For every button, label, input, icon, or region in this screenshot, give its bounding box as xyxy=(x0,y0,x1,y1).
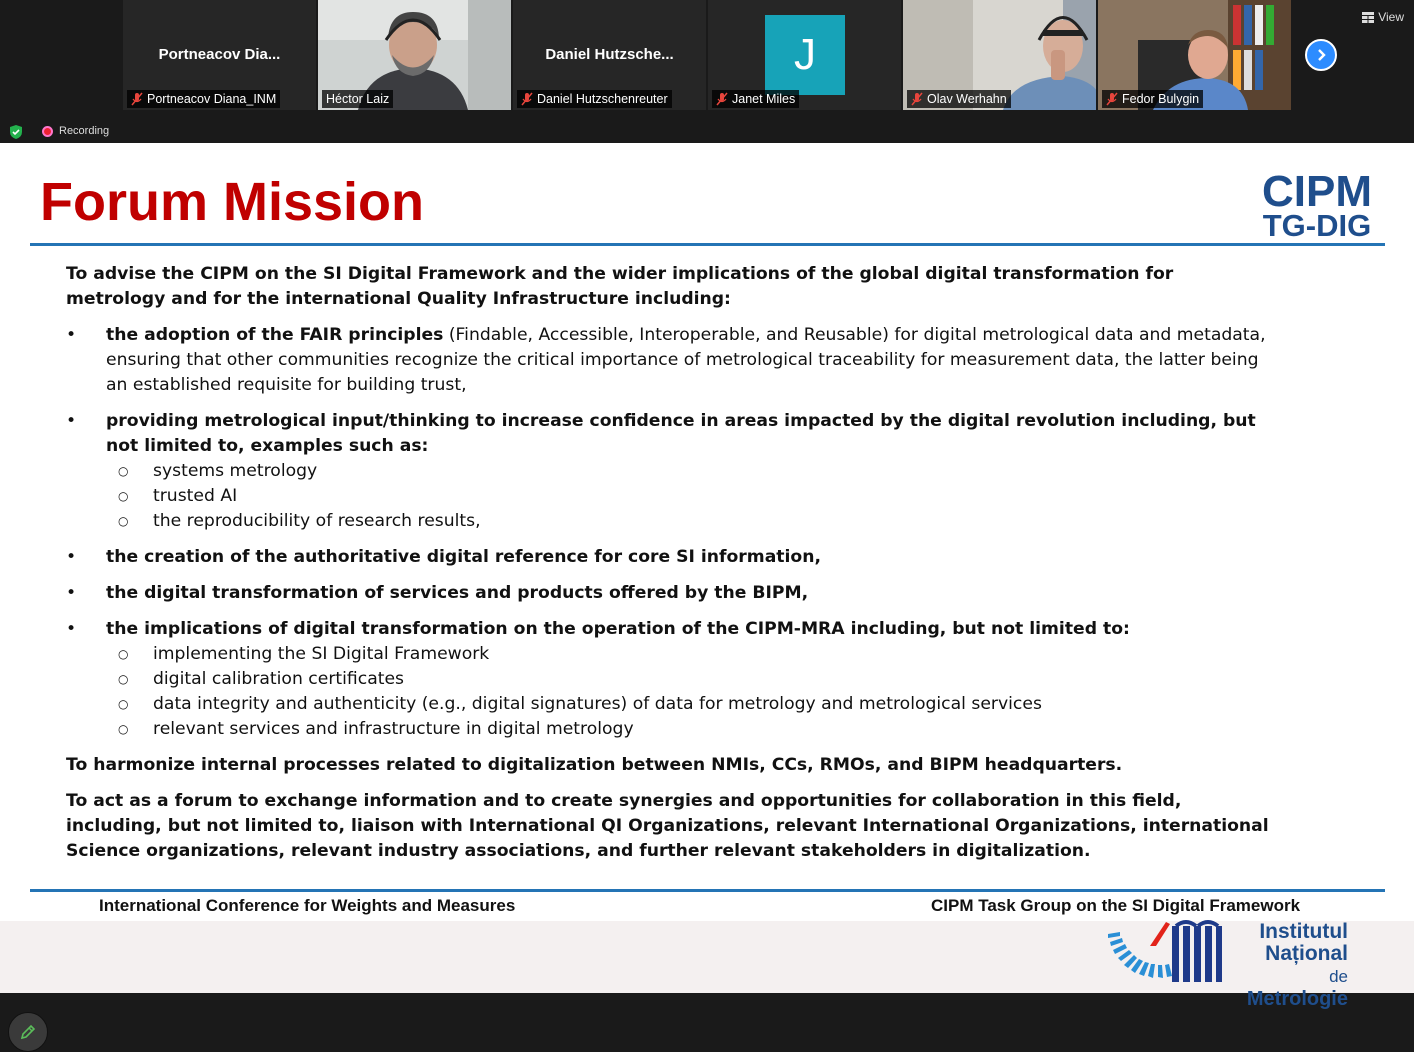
sub-list xyxy=(106,642,1276,742)
cipm-logo-line1: CIPM xyxy=(1262,167,1372,216)
participant-label xyxy=(127,90,280,108)
participant-strip xyxy=(0,0,1414,143)
sub-list-item: ○ relevant services and infrastructure in digital metrology xyxy=(106,717,1276,742)
list-item xyxy=(66,545,1276,570)
participant-label xyxy=(712,90,799,108)
participant-tile[interactable] xyxy=(513,0,706,110)
mic-muted-icon xyxy=(911,92,923,106)
inm-line3-text: Metrologie xyxy=(1246,988,1348,1010)
participant-tile-name: Daniel Hutzsche... xyxy=(545,46,674,63)
list-item xyxy=(66,409,1276,534)
grid-view-icon xyxy=(1362,12,1374,23)
sub-list xyxy=(106,459,1276,534)
participant-tile-name: Portneacov Dia... xyxy=(158,46,281,63)
bullet-bold-text: the adoption of the FAIR principles xyxy=(106,325,444,345)
participant-tile-active[interactable] xyxy=(318,0,511,110)
divider xyxy=(30,243,1385,246)
participant-label xyxy=(907,90,1011,108)
participant-label xyxy=(1102,90,1203,108)
sub-list-item: ○ the reproducibility of research results, xyxy=(106,509,1276,534)
participant-tile[interactable] xyxy=(123,0,316,110)
bullet-bold-text: the implications of digital transformation on the operation of the CIPM-MRA including, but not limited to: xyxy=(106,619,1130,639)
divider xyxy=(30,889,1385,892)
participant-name: Fedor Bulygin xyxy=(1122,92,1200,106)
list-item xyxy=(66,323,1276,398)
list-item xyxy=(66,617,1276,742)
participant-name: Janet Miles xyxy=(732,92,796,106)
cipm-logo-line2: TG-DIG xyxy=(1262,208,1372,243)
mic-muted-icon xyxy=(1106,92,1118,106)
shared-slide xyxy=(0,143,1414,1010)
avatar: J xyxy=(765,15,845,95)
participant-label xyxy=(322,90,393,108)
slide-body xyxy=(66,262,1276,875)
sub-list-item: ○ implementing the SI Digital Framework xyxy=(106,642,1276,667)
view-label: View xyxy=(1378,10,1404,24)
sub-list-item: ○ data integrity and authenticity (e.g., digital signatures) of data for metrology and metrological services xyxy=(106,692,1276,717)
list-item xyxy=(66,581,1276,606)
mission-list xyxy=(66,323,1276,742)
chevron-right-icon xyxy=(1314,48,1328,62)
bullet-bold-text: providing metrological input/thinking to increase confidence in areas impacted by the digital revolution including, but not limited to, examples such as: xyxy=(106,411,1256,456)
pencil-icon xyxy=(19,1023,37,1041)
participant-tile[interactable] xyxy=(708,0,901,110)
next-page-button[interactable] xyxy=(1305,39,1337,71)
mic-muted-icon xyxy=(521,92,533,106)
mic-muted-icon xyxy=(716,92,728,106)
participant-label xyxy=(517,90,672,108)
mic-muted-icon xyxy=(131,92,143,106)
harmonize-paragraph: To harmonize internal processes related to digitalization between NMIs, CCs, RMOs, and BIPM headquarters. xyxy=(66,755,1123,775)
recording-indicator[interactable] xyxy=(42,125,109,137)
inm-logo-text xyxy=(1228,921,1348,1010)
participant-name: Olav Werhahn xyxy=(927,92,1007,106)
participant-tile[interactable] xyxy=(903,0,1096,110)
recording-label: Recording xyxy=(59,125,110,137)
security-shield-icon[interactable] xyxy=(8,124,24,140)
bullet-text: (Findable, Accessible, Interoperable, and Reusable) for digital metrological data and metadata, ensuring that other communities recognize the critical importance of metrological traceability for measurement data, the latter being an established requisite for building trust, xyxy=(106,325,1266,395)
annotate-button[interactable] xyxy=(8,1012,48,1052)
intro-paragraph: To advise the CIPM on the SI Digital Framework and the wider implications of the global digital transformation for metrology and for the international Quality Infrastructure including: xyxy=(66,264,1174,309)
participant-name: Daniel Hutzschenreuter xyxy=(537,92,668,106)
sub-list-item: ○ systems metrology xyxy=(106,459,1276,484)
inm-line1: Institutul xyxy=(1259,920,1348,943)
footer-right-text: CIPM Task Group on the SI Digital Framework xyxy=(931,896,1301,915)
bullet-bold-text: the creation of the authoritative digital reference for core SI information, xyxy=(106,547,821,567)
inm-de: de xyxy=(1329,967,1348,986)
sub-list-item: ○ digital calibration certificates xyxy=(106,667,1276,692)
sub-list-item: ○ trusted AI xyxy=(106,484,1276,509)
bullet-bold-text: the digital transformation of services and products offered by the BIPM, xyxy=(106,583,809,603)
inm-line2: Național xyxy=(1265,942,1348,965)
record-dot-icon xyxy=(42,126,53,137)
view-button[interactable] xyxy=(1362,10,1404,24)
participant-name: Héctor Laiz xyxy=(326,92,390,106)
participant-name: Portneacov Diana_INM xyxy=(147,92,277,106)
participant-tile[interactable] xyxy=(1098,0,1291,110)
forum-paragraph: To act as a forum to exchange information and to create synergies and opportunities for collaboration in this field, including, but not limited to, liaison with International QI Organizations, relevant International Organizations, international Science organizations, relevant industry associations, and further relevant stakeholders in digitalization. xyxy=(66,791,1269,861)
inm-line3 xyxy=(1228,965,1348,1010)
slide-title: Forum Mission xyxy=(40,172,425,232)
footer-left-text: International Conference for Weights and Measures xyxy=(99,896,516,915)
cipm-logo xyxy=(1262,167,1372,243)
